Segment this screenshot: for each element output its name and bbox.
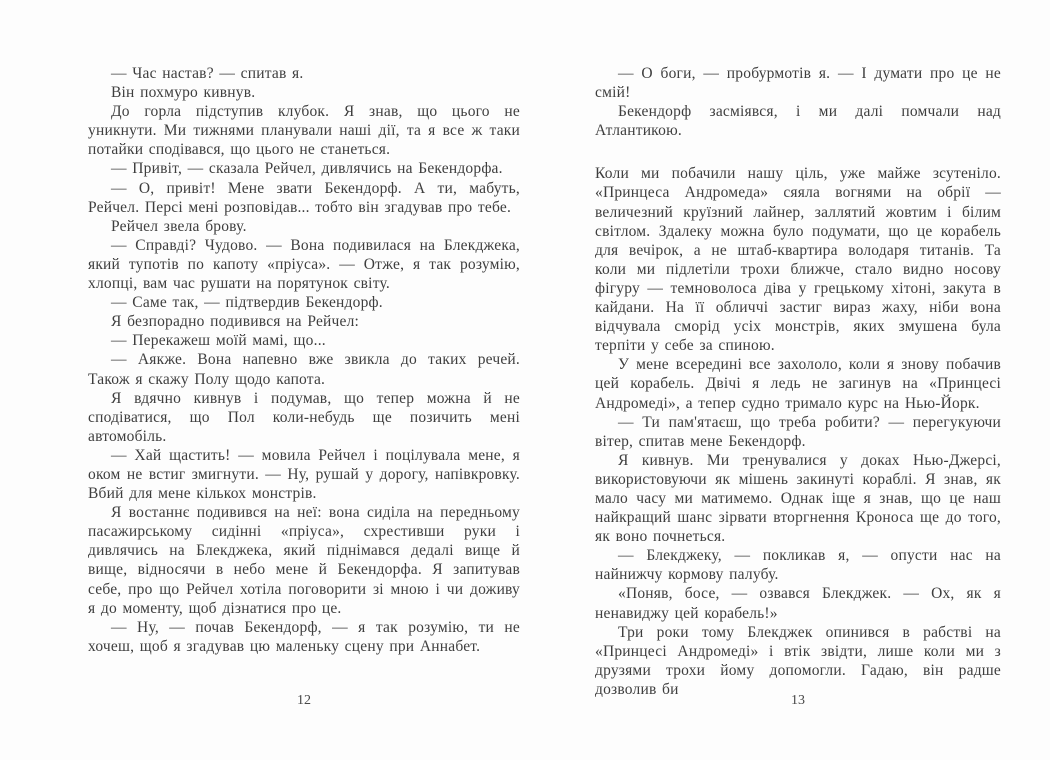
right-page-text — [595, 64, 1001, 699]
paragraph: Три роки тому Блекджек опинився в рабстві на «Принцесі Андромеді» і втік звідти, лише коли ми з друзями трохи йому допомогли. Гадаю, він радше дозволив би — [595, 623, 1001, 698]
left-page-text — [88, 64, 520, 656]
paragraph: «Поняв, босе, — озвався Блекджек. — Ох, як я ненавиджу цей корабель!» — [595, 585, 1001, 622]
paragraph: — Ти пам'ятаєш, що треба робити? — перегукуючи вітер, спитав мене Бекендорф. — [595, 413, 1001, 450]
paragraph: — Хай щастить! — мовила Рейчел і поцілувала мене, я оком не встиг змигнути. — Ну, рушай у дорогу, напівкровку. Вбий для мене кількох монстрів. — [88, 446, 520, 503]
paragraph: — Перекажеш моїй мамі, що... — [111, 332, 326, 350]
paragraph: — Аякже. Вона напевно вже звикла до таких речей. Також я скажу Полу щодо капота. — [88, 351, 520, 388]
paragraph: — Блекджеку, — покликав я, — опусти нас на найнижчу кормову палубу. — [595, 547, 1001, 584]
right-page-number: 13 — [791, 693, 805, 708]
paragraph: — Ну, — почав Бекендорф, — я так розумію, ти не хочеш, щоб я згадував цю маленьку сцену при Аннабет. — [88, 618, 520, 655]
paragraph: Він похмуро кивнув. — [111, 84, 256, 102]
paragraph: — Саме так, — підтвердив Бекендорф. — [111, 294, 383, 312]
paragraph: Я безпорадно подивився на Рейчел: — [111, 313, 360, 331]
paragraph: — Справді? Чудово. — Вона подивилася на Блекджека, який тупотів по капоту «пріуса». — Отже, я так розумію, хлопці, вам час рушати на порятунок світу. — [88, 236, 520, 293]
paragraph: Коли ми побачили нашу ціль, уже майже зсутеніло. «Принцеса Андромеда» сяяла вогнями на обрії — величезний круїзний лайнер, заллятий жовтим і білим світлом. Здалеку можна було подумати, що це корабель для вечірок, а не штаб-квартира володаря титанів. Та коли ми підлетіли трохи ближче, стало видно носову фігуру — темноволоса діва у грецькому хітоні, закута в кайдани. На її обличчі застиг вираз жаху, ніби вона відчувала сморід усіх монстрів, яких змушена була терпіти у себе за спиною. — [595, 165, 1001, 355]
paragraph: У мене всередині все захололо, коли я знову побачив цей корабель. Двічі я ледь не загинув на «Принцесі Андромеді», а тепер судно тримало курс на Нью-Йорк. — [595, 356, 1001, 412]
left-page-number: 12 — [297, 693, 311, 708]
paragraph: — Час настав? — спитав я. — [111, 65, 304, 82]
paragraph: Я востаннє подивився на неї: вона сиділа на передньому пасажирському сидінні «пріуса», схрестивши руки і дивлячись на Блекджека, який піднімався дедалі вище й вище, відносячи в небо мене й Бекендорфа. Я запитував себе, про що Рейчел хотіла поговорити зі мною і чи доживу я до моменту, щоб дізнатися про це. — [88, 504, 520, 617]
paragraph: До горла підступив клубок. Я знав, що цього не уникнути. Ми тижнями планували наші дії, та я все ж таки потайки сподівався, що цього не станеться. — [88, 103, 520, 159]
paragraph: — Привіт, — сказала Рейчел, дивлячись на Бекендорфа. — [111, 160, 503, 178]
paragraph: Я кивнув. Ми тренувалися у доках Нью-Джерсі, використовуючи як мішень закинуті кораблі. Я знав, як мало часу ми матимемо. Однак іще я знав, що це наш найкращий шанс зірвати вторгнення Кроноса ще до того, як воно почнеться. — [595, 451, 1001, 546]
paragraph: Рейчел звела брову. — [111, 217, 247, 235]
paragraph: — О боги, — пробурмотів я. — І думати про це не смій! — [595, 65, 1001, 102]
paragraph: — О, привіт! Мене звати Бекендорф. А ти, мабуть, Рейчел. Персі мені розповідав... тобто він згадував про тебе. — [88, 179, 520, 216]
paragraph: Я вдячно кивнув і подумав, що тепер можна й не сподіватися, що Пол коли-небудь ще позичить мені автомобіль. — [88, 389, 520, 445]
paragraph: Бекендорф засміявся, і ми далі помчали над Атлантикою. — [595, 103, 1001, 140]
